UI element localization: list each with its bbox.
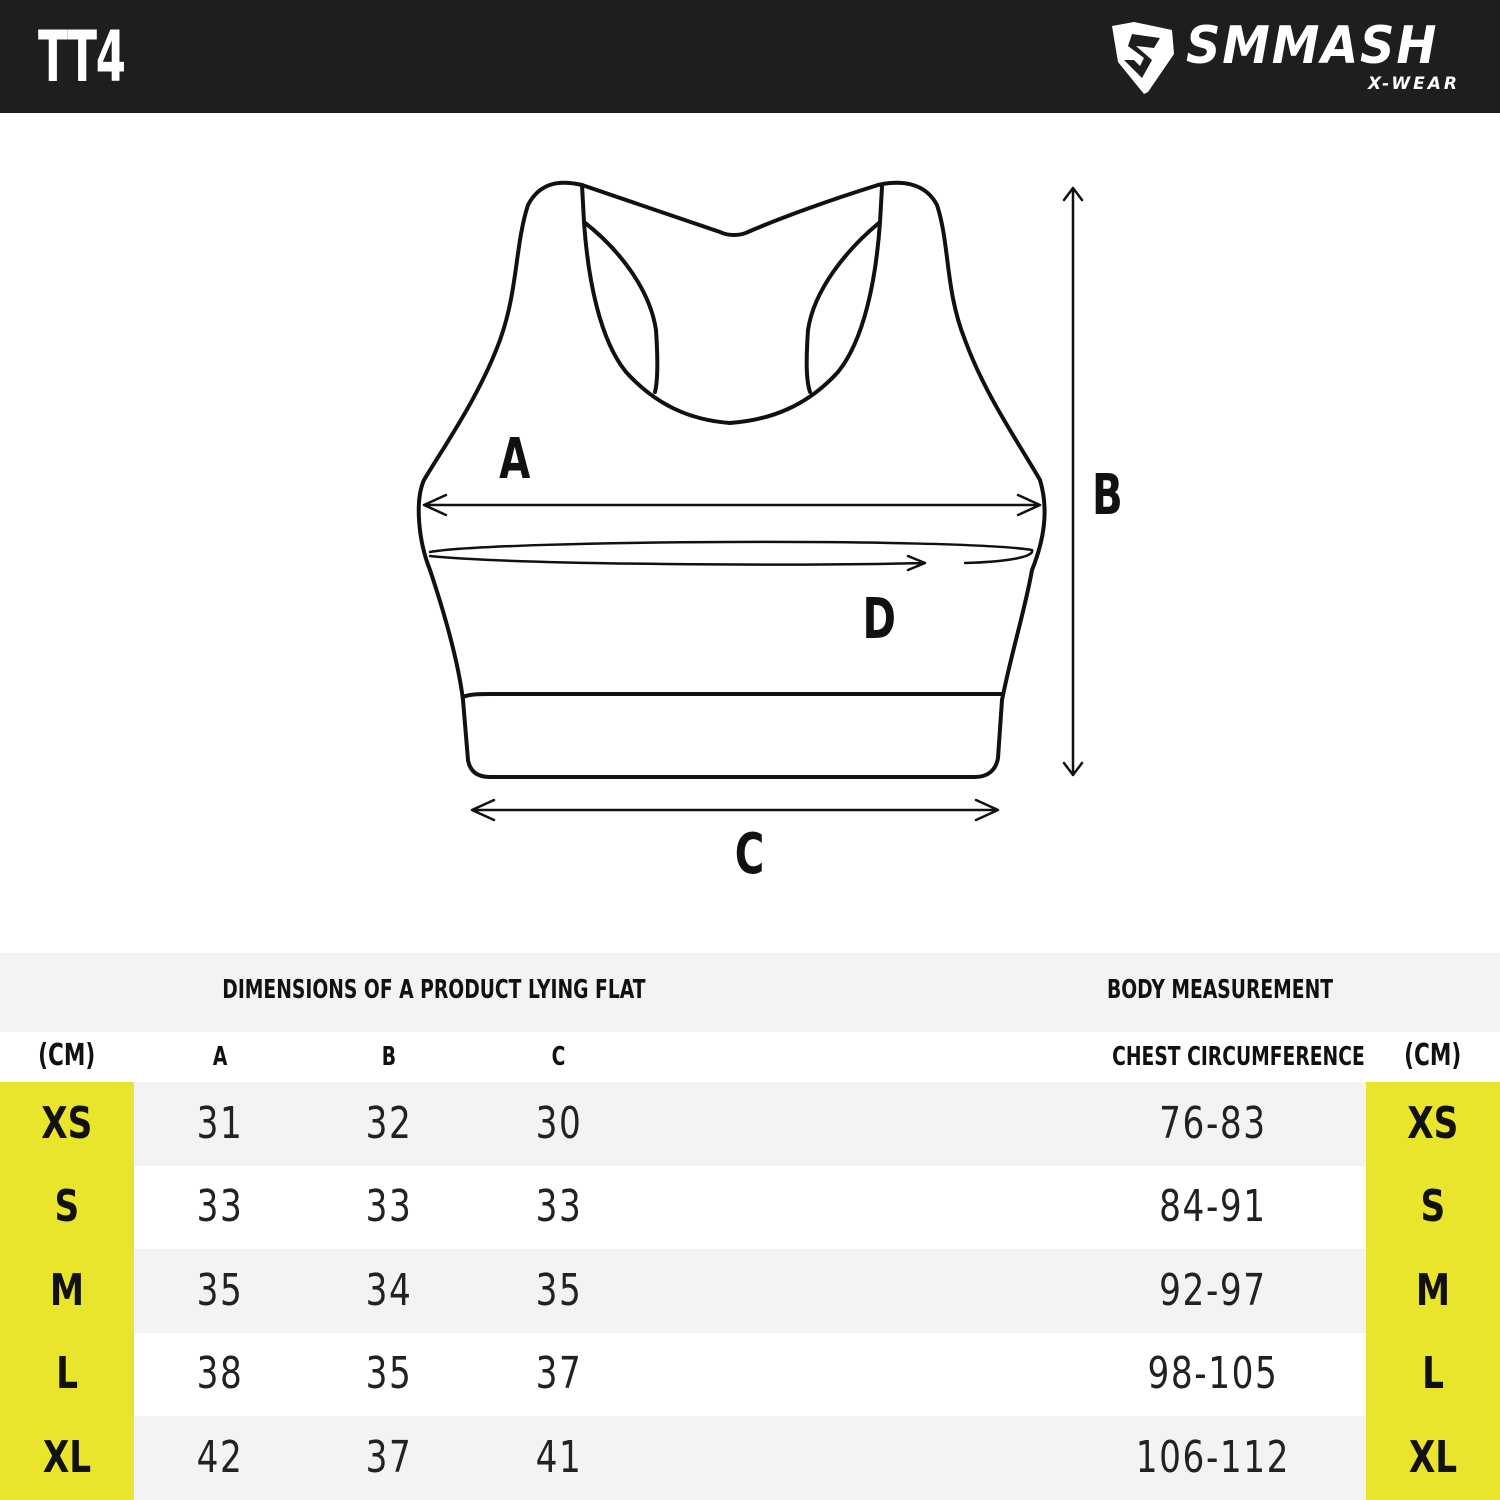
value-chest: 84-91 — [1159, 1181, 1267, 1232]
size-label: L — [56, 1348, 78, 1399]
waistband-line — [463, 694, 1002, 697]
col-header-a: A — [212, 1042, 228, 1072]
arrow-d — [430, 542, 1032, 570]
size-label-right: S — [1420, 1181, 1446, 1232]
value-a: 33 — [196, 1181, 244, 1232]
size-label: XS — [41, 1098, 93, 1149]
label-b: B — [1091, 463, 1123, 528]
col-header-chest: CHEST CIRCUMFERENCE — [1112, 1042, 1365, 1072]
body-measurement-title: BODY MEASUREMENT — [1106, 975, 1334, 1005]
value-a: 38 — [196, 1348, 244, 1399]
value-chest: 98-105 — [1147, 1348, 1279, 1399]
value-a: 35 — [196, 1265, 244, 1316]
label-c: C — [735, 822, 765, 887]
value-a: 31 — [196, 1098, 244, 1149]
value-b: 32 — [365, 1098, 413, 1149]
value-chest: 106-112 — [1135, 1432, 1291, 1483]
value-c: 35 — [535, 1265, 583, 1316]
size-label-right: L — [1422, 1348, 1444, 1399]
unit-left: (CM) — [38, 1038, 96, 1073]
value-c: 41 — [535, 1432, 583, 1483]
value-b: 33 — [365, 1181, 413, 1232]
product-code-text: TT4 — [38, 16, 125, 98]
col-header-b: B — [381, 1042, 397, 1072]
size-label: S — [54, 1181, 80, 1232]
label-a: A — [499, 427, 531, 492]
size-label-right: XL — [1408, 1432, 1458, 1483]
strap-right — [730, 187, 882, 423]
size-table — [0, 953, 1500, 1500]
garment-diagram — [0, 113, 1500, 953]
header-bar — [0, 0, 1500, 113]
arrow-a — [424, 495, 1040, 515]
brand-subtitle: X-WEAR — [1368, 74, 1460, 94]
value-c: 30 — [535, 1098, 583, 1149]
flat-dimensions-title: DIMENSIONS OF A PRODUCT LYING FLAT — [222, 975, 646, 1005]
value-b: 35 — [365, 1348, 413, 1399]
shield-s-icon — [1108, 20, 1178, 96]
value-chest: 92-97 — [1159, 1265, 1267, 1316]
unit-right: (CM) — [1404, 1038, 1462, 1073]
col-header-c: C — [552, 1042, 566, 1072]
value-chest: 76-83 — [1159, 1098, 1267, 1149]
value-b: 37 — [365, 1432, 413, 1483]
size-label-right: XS — [1407, 1098, 1459, 1149]
size-label: XL — [42, 1432, 92, 1483]
size-label: M — [49, 1265, 85, 1316]
size-label-right: M — [1415, 1265, 1451, 1316]
value-c: 37 — [535, 1348, 583, 1399]
brand-logo — [1108, 16, 1468, 96]
value-a: 42 — [196, 1432, 244, 1483]
value-b: 34 — [365, 1265, 413, 1316]
product-code — [38, 14, 158, 100]
label-d: D — [862, 587, 896, 652]
value-c: 33 — [535, 1181, 583, 1232]
arrow-c — [472, 800, 998, 820]
brand-name: SMMASH — [1186, 16, 1439, 76]
